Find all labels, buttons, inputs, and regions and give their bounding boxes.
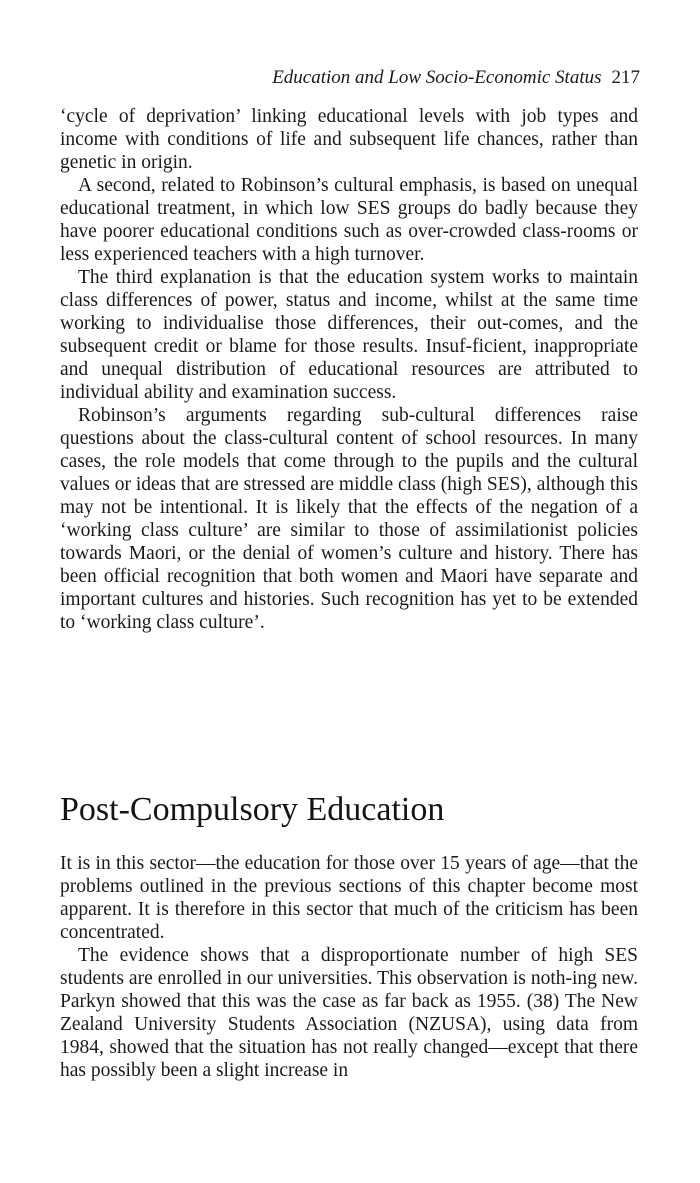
paragraph: The evidence shows that a disproportionate number of high SES students are enrolled in our universities. This observation is noth-ing new. Parkyn showed that this was the case as far back as 1955. (38) The New Zealand University Students Association (NZUSA), using data from 1984, showed that the situation has not really changed—except that there has possibly been a slight increase in: [60, 945, 638, 1081]
page-number: 217: [611, 67, 640, 88]
paragraph: A second, related to Robinson’s cultural emphasis, is based on unequal educational treatment, in which low SES groups do badly because they have poorer educational conditions such as over-crowded class-rooms or less experienced teachers with a high turnover.: [60, 175, 638, 265]
running-header: [60, 66, 640, 90]
paragraph: It is in this sector—the education for those over 15 years of age—that the problems outlined in the previous sections of this chapter become most apparent. It is therefore in this sector that much of the criticism has been concentrated.: [60, 853, 638, 943]
paragraph: The third explanation is that the education system works to maintain class differences of power, status and income, whilst at the same time working to individualise those differences, their out-comes, and the subsequent credit or blame for those results. Insuf-ficient, inappropriate and unequal distribution of educational resources are attributed to individual ability and examination success.: [60, 267, 638, 403]
section-heading: Post-Compulsory Education: [60, 791, 445, 828]
paragraph: Robinson’s arguments regarding sub-cultural differences raise questions about the class-cultural content of school resources. In many cases, the role models that come through to the pupils and the cultural values or ideas that are stressed are middle class (high SES), although this may not be intentional. It is likely that the effects of the negation of a ‘working class culture’ are similar to those of assimilationist policies towards Maori, or the denial of women’s culture and history. There has been official recognition that both women and Maori have separate and important cultures and histories. Such recognition has yet to be extended to ‘working class culture’.: [60, 405, 638, 633]
paragraph: ‘cycle of deprivation’ linking educational levels with job types and income with conditions of life and subsequent life chances, rather than genetic in origin.: [60, 106, 638, 173]
body-text: [60, 105, 638, 634]
running-title: Education and Low Socio-Economic Status: [272, 67, 602, 88]
section-body: [60, 852, 638, 1082]
